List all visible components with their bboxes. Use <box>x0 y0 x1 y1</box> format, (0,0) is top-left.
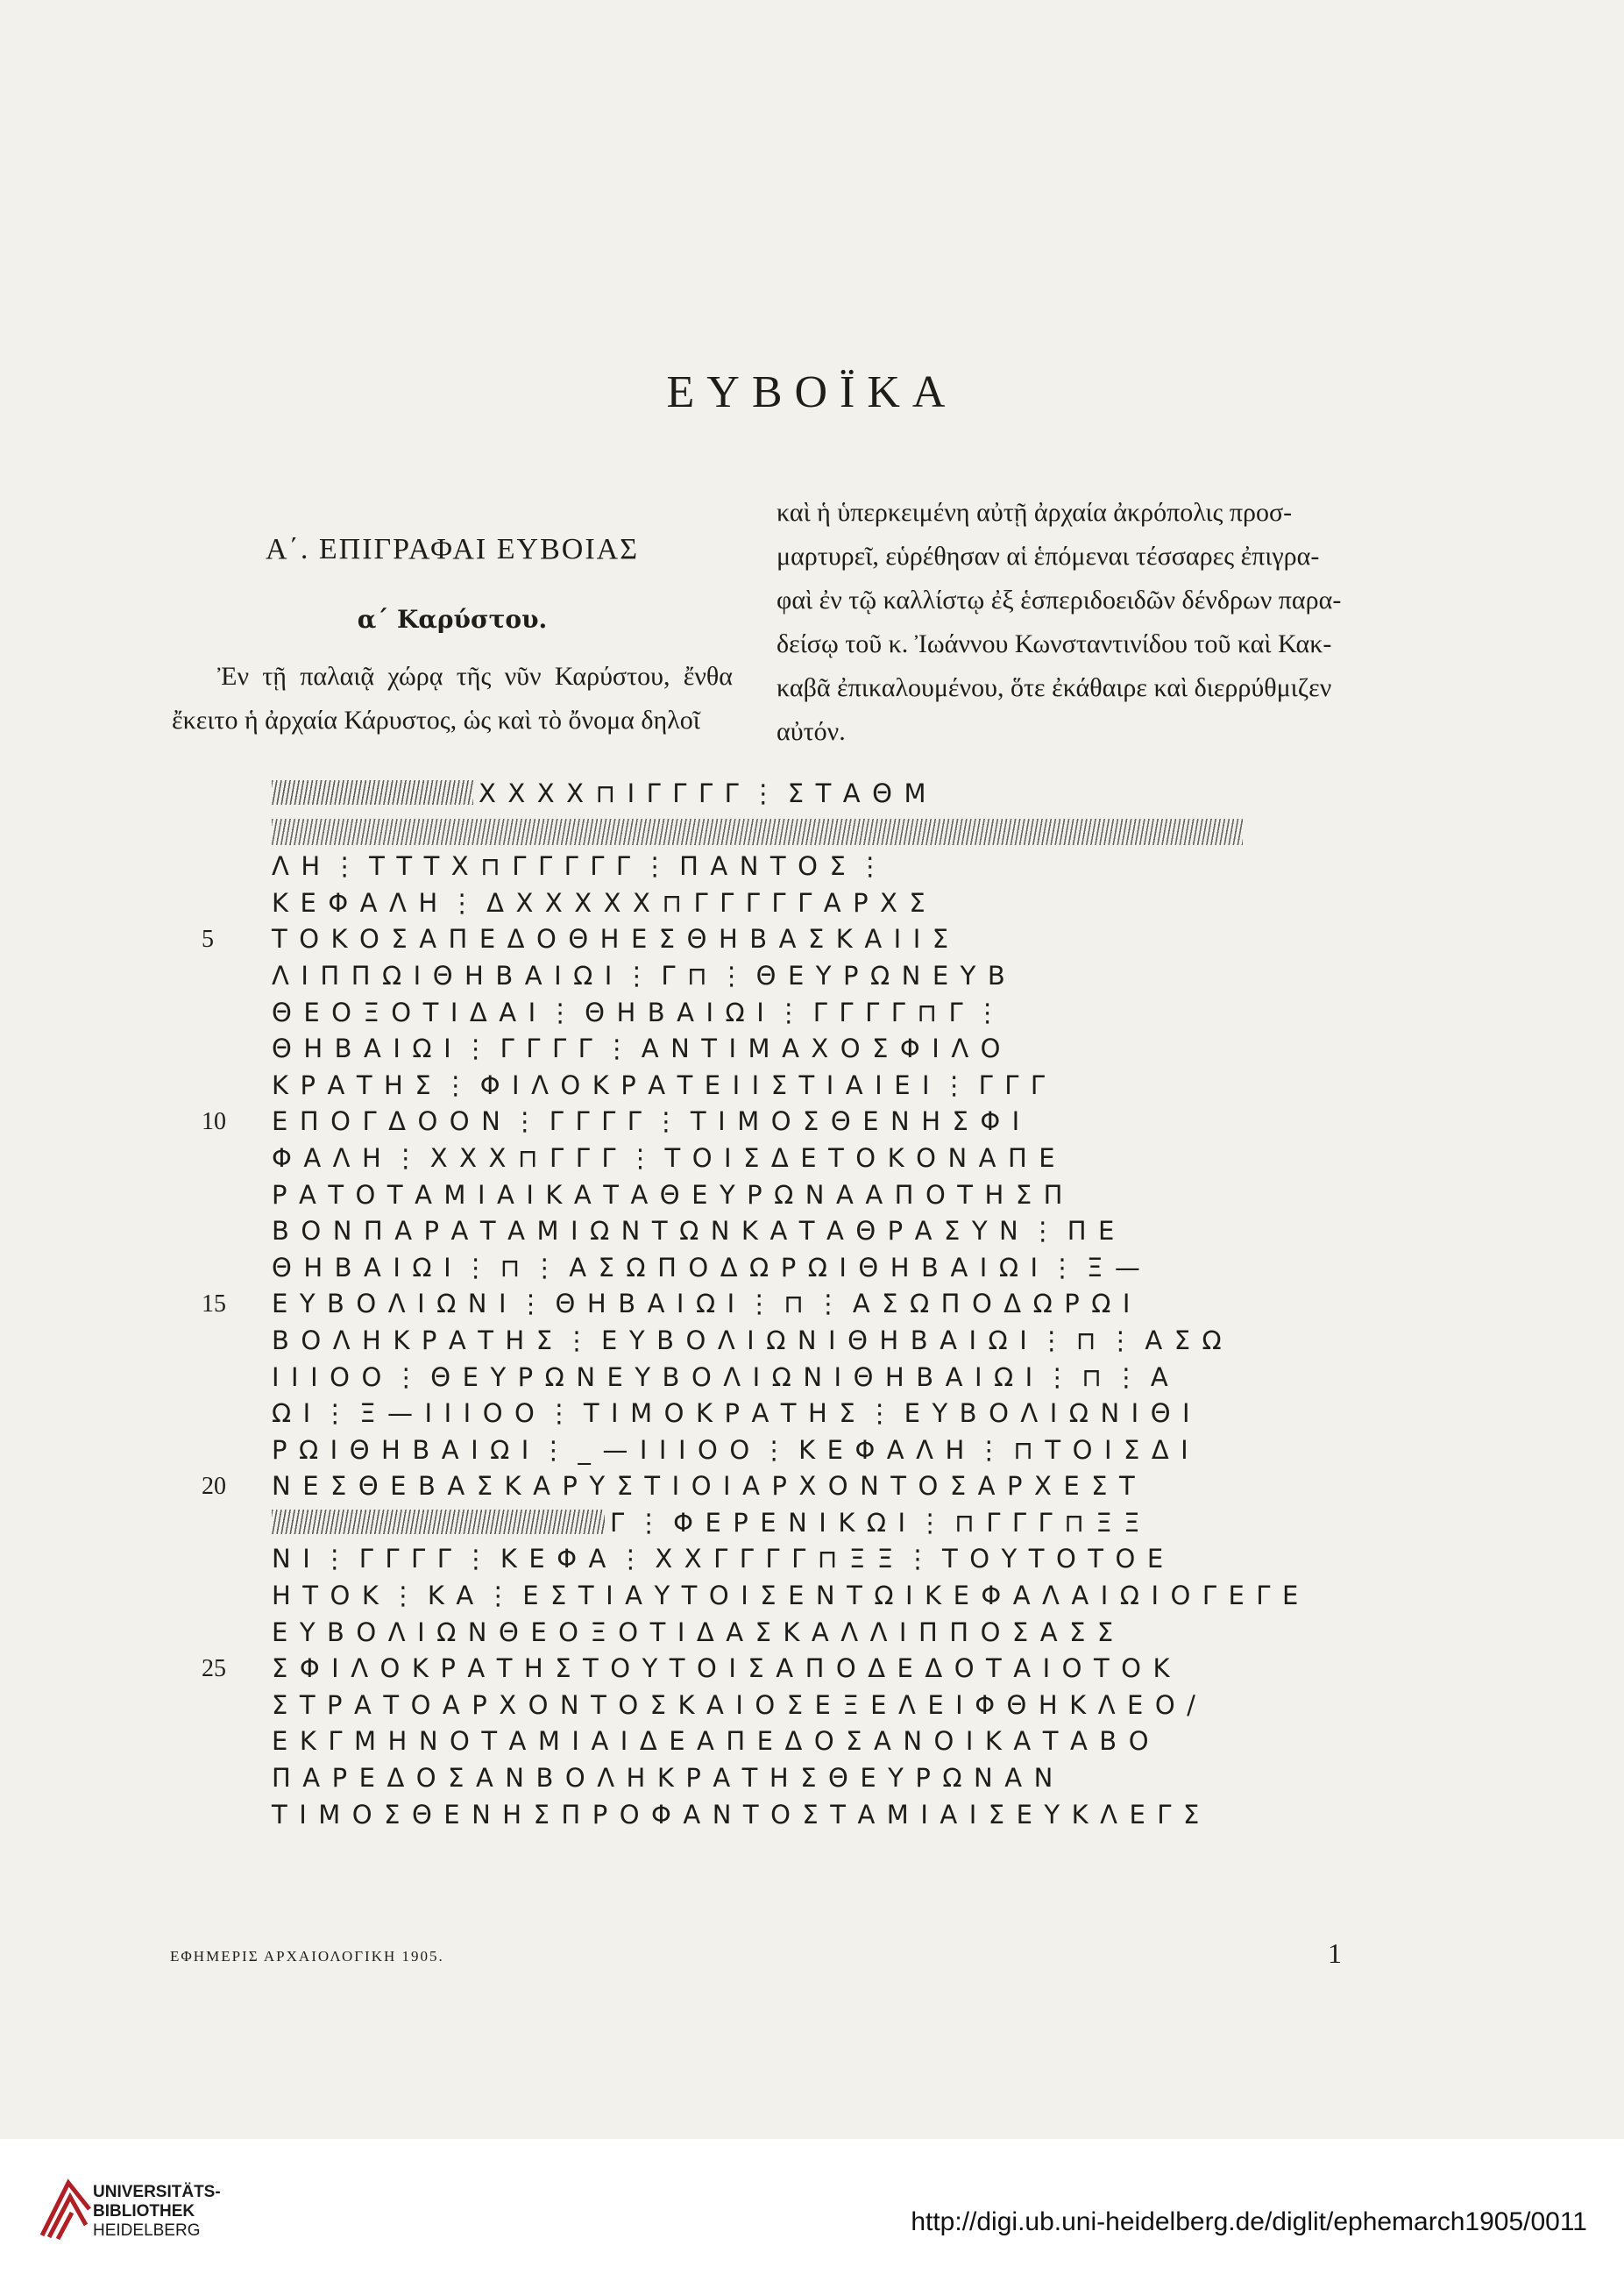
inscription-line <box>202 1798 1288 1835</box>
inscription-line <box>202 1032 1288 1069</box>
inscription-text: ΧΧΧΧ⊓ΙΓΓΓΓ⋮ΣΤΑΘΜ <box>479 778 938 808</box>
inscription-line <box>202 1178 1288 1215</box>
intro-right-line: δείσῳ τοῦ κ. Ἰωάννου Κωνσταντινίδου τοῦ καὶ Κακ- <box>777 629 1332 658</box>
inscription-line <box>202 1579 1310 1616</box>
intro-right-line: αὐτόν. <box>777 717 846 746</box>
inscription-text: Γ⋮ΦΕΡΕΝΙΚΩΙ⋮⊓ΓΓΓ⊓ΞΞ <box>610 1507 1152 1538</box>
inscription-text: ΘΗΒΑΙΩΙ⋮⊓⋮ΑΣΩΠΟΔΩΡΩΙΘΗΒΑΙΩΙ⋮Ξ— <box>272 1252 1152 1283</box>
inscription-text-wrap <box>272 924 961 954</box>
intro-text: Ἐν τῇ παλαιᾷ χώρᾳ τῆς νῦν Καρύστου, ἔνθα ἔκειτο ἡ ἀρχαία Κάρυστος, ὡς καὶ τὸ ὄνομα δηλοῖ <box>172 662 733 735</box>
inscription-text-wrap <box>272 1726 1160 1756</box>
page-number: 1 <box>1328 1937 1342 1969</box>
inscription-line <box>202 814 1288 850</box>
subsection-heading: α΄ Καρύστου. <box>357 605 548 634</box>
inscription-text-wrap <box>272 1325 1233 1355</box>
inscription-line <box>202 1761 1288 1798</box>
library-name <box>93 2183 221 2241</box>
inscription-text-wrap <box>272 1216 1126 1246</box>
inscription-text: ΣΤΡΑΤΟΑΡΧΟΝΤΟΣΚΑΙΟΣΕΞΕΛΕΙΦΘΗΚΛΕΟ/ <box>272 1689 1208 1720</box>
inscription-line <box>202 1433 1288 1470</box>
inscription-text: ΡΩΙΘΗΒΑΙΩΙ⋮_—ΙΙΙΟΟ⋮ΚΕΦΑΛΗ⋮⊓ΤΟΙΣΔΙ <box>272 1434 1201 1465</box>
inscription-text: ΝΙ⋮ΓΓΓΓ⋮ΚΕΦΑ⋮ΧΧΓΓΓΓ⊓ΞΞ⋮ΤΟΥΤΟΤΟΕ <box>272 1544 1175 1574</box>
inscription-text: ΣΦΙΛΟΚΡΑΤΗΣΤΟΥΤΟΙΣΑΠΟΔΕΔΟΤΑΙΟΤΟΚ <box>272 1653 1182 1684</box>
line-number: 5 <box>202 926 214 954</box>
inscription-line <box>202 1105 1288 1141</box>
inscription-line <box>202 1287 1288 1324</box>
inscription-line <box>202 1652 1288 1688</box>
page-title: ΕΥΒΟΪΚΑ <box>666 367 958 417</box>
inscription-line <box>202 922 1288 959</box>
inscription-text: ΝΕΣΘΕΒΑΣΚΑΡΥΣΤΙΟΙΑΡΧΟΝΤΟΣΑΡΧΕΣΤ <box>272 1471 1147 1502</box>
intro-right-line: μαρτυρεῖ, εὑρέθησαν αἱ ἑπόμεναι τέσσαρες ἐπιγρα- <box>777 542 1320 571</box>
inscription-line <box>202 1688 1288 1725</box>
inscription-text-wrap <box>272 1800 1211 1830</box>
inscription-text-wrap <box>272 1070 1057 1100</box>
inscription-line <box>202 1469 1288 1506</box>
inscription-line <box>202 1396 1288 1433</box>
inscription-line <box>202 1361 1288 1397</box>
inscription-text-wrap <box>272 1581 1310 1610</box>
erased-line-hatching <box>272 819 1243 845</box>
source-url-link[interactable]: http://digi.ub.uni-heidelberg.de/diglit/ephemarch1905/0011 <box>911 2207 1587 2236</box>
inscription-line <box>202 1214 1288 1251</box>
left-column <box>172 517 733 743</box>
inscription-line <box>202 959 1288 996</box>
inscription-text-wrap <box>272 1289 1142 1318</box>
inscription-text: ΗΤΟΚ⋮ΚΑ⋮ΕΣΤΙΑΥΤΟΙΣΕΝΤΩΙΚΕΦΑΛΑΙΩΙΟΓΕΓΕ <box>272 1581 1310 1611</box>
inscription-line <box>202 1616 1288 1652</box>
library-name-line2: BIBLIOTHEK <box>93 2202 195 2221</box>
inscription-text-wrap <box>272 1653 1181 1683</box>
library-name-line1: UNIVERSITÄTS- <box>93 2183 221 2201</box>
inscription-text: ΘΕΟΞΟΤΙΔΑΙ⋮ΘΗΒΑΙΩΙ⋮ΓΓΓΓ⊓Γ⋮ <box>272 997 1012 1027</box>
inscription-text-wrap <box>272 961 1017 991</box>
inscription-text-wrap <box>272 1106 1032 1136</box>
inscription-line <box>202 1506 1288 1543</box>
inscription-line <box>202 1724 1288 1761</box>
inscription-text-wrap <box>272 1143 1067 1173</box>
inscription-line <box>202 996 1288 1033</box>
inscription-text-wrap <box>272 851 895 881</box>
inscription-text-wrap <box>272 888 937 918</box>
inscription-text-wrap <box>272 1471 1146 1501</box>
inscription-text: ΡΑΤΟΤΑΜΙΑΙΚΑΤΑΘΕΥΡΩΝΑΑΠΟΤΗΣΠ <box>272 1179 1074 1210</box>
inscription-line <box>202 849 1288 886</box>
inscription-text-wrap <box>272 1362 1180 1392</box>
inscription-line <box>202 1069 1288 1105</box>
line-number: 15 <box>202 1290 226 1318</box>
inscription-text: ΘΗΒΑΙΩΙ⋮ΓΓΓΓ⋮ΑΝΤΙΜΑΧΟΣΦΙΛΟ <box>272 1034 1012 1064</box>
inscription-text: ΕΠΟΓΔΟΟΝ⋮ΓΓΓΓ⋮ΤΙΜΟΣΘΕΝΗΣΦΙ <box>272 1106 1032 1137</box>
line-number: 20 <box>202 1473 226 1501</box>
library-name-line3: HEIDELBERG <box>93 2221 201 2240</box>
inscription-text-wrap <box>272 1690 1207 1720</box>
inscription-text-wrap <box>272 1544 1175 1574</box>
inscription-text: ΒΟΛΗΚΡΑΤΗΣ⋮ΕΥΒΟΛΙΩΝΙΘΗΒΑΙΩΙ⋮⊓⋮ΑΣΩ <box>272 1325 1234 1355</box>
inscription-text: ΕΚΓΜΗΝΟΤΑΜΙΑΙΔΕΑΠΕΔΟΣΑΝΟΙΚΑΤΑΒΟ <box>272 1726 1161 1757</box>
inscription-text: ΤΟΚΟΣΑΠΕΔΟΘΗΕΣΘΗΒΑΣΚΑΙΙΣ <box>272 924 961 955</box>
inscription-text: ΤΙΜΟΣΘΕΝΗΣΠΡΟΦΑΝΤΟΣΤΑΜΙΑΙΣΕΥΚΛΕΓΣ <box>272 1799 1211 1830</box>
inscription-text-wrap <box>272 1763 1065 1793</box>
inscription-text: ΠΑΡΕΔΟΣΑΝΒΟΛΗΚΡΑΤΗΣΘΕΥΡΩΝΑΝ <box>272 1763 1065 1794</box>
inscription-line <box>202 886 1288 923</box>
inscription-line <box>202 1141 1288 1178</box>
inscription-text-wrap <box>272 1253 1152 1283</box>
inscription-text-wrap <box>272 998 1012 1027</box>
inscription-text: ΩΙ⋮Ξ—ΙΙΙΟΟ⋮ΤΙΜΟΚΡΑΤΗΣ⋮ΕΥΒΟΛΙΩΝΙΘΙ <box>272 1398 1202 1429</box>
inscription-text: ΛΗ⋮ΤΤΤΧ⊓ΓΓΓΓΓ⋮ΠΑΝΤΟΣ⋮ <box>272 851 895 882</box>
inscription-text: ΕΥΒΟΛΙΩΝΙ⋮ΘΗΒΑΙΩΙ⋮⊓⋮ΑΣΩΠΟΔΩΡΩΙ <box>272 1289 1142 1319</box>
intro-right-line: καβᾶ ἐπικαλουμένου, ὅτε ἐκάθαιρε καὶ διερρύθμιζεν <box>777 673 1332 702</box>
inscription-text: ΙΙΙΟΟ⋮ΘΕΥΡΩΝΕΥΒΟΛΙΩΝΙΘΗΒΑΙΩΙ⋮⊓⋮Α <box>272 1361 1181 1392</box>
intro-right-line: καὶ ἡ ὑπερκειμένη αὐτῇ ἀρχαία ἀκρόπολις προσ- <box>777 498 1293 527</box>
inscription-text-wrap <box>272 1508 1152 1538</box>
inscription-text: ΦΑΛΗ⋮ΧΧΧ⊓ΓΓΓ⋮ΤΟΙΣΔΕΤΟΚΟΝΑΠΕ <box>272 1142 1067 1173</box>
erasure-hatching <box>272 1510 605 1534</box>
inscription-text-wrap <box>272 1435 1200 1465</box>
inscription-line <box>202 1542 1288 1579</box>
inscription-text-wrap <box>272 1398 1202 1428</box>
intro-paragraph <box>172 655 733 743</box>
inscription-text-wrap <box>272 1180 1074 1210</box>
line-number: 10 <box>202 1108 226 1136</box>
inscription-line <box>202 1251 1288 1288</box>
intro-right-line: φαὶ ἐν τῷ καλλίστῳ ἐξ ἑσπεριδοειδῶν δένδρων παρα- <box>777 586 1342 615</box>
inscription-text-wrap <box>272 1617 1125 1647</box>
footer-journal-title: ΕΦΗΜΕΡΙΣ ΑΡΧΑΙΟΛΟΓΙΚΗ 1905. <box>170 1948 444 1965</box>
library-footer-bar <box>0 2139 1624 2274</box>
erasure-hatching <box>272 780 473 805</box>
inscription-line <box>202 1324 1288 1361</box>
section-heading: Α΄. ΕΠΙΓΡΑΦΑΙ ΕΥΒΟΙΑΣ <box>266 533 639 565</box>
inscription-text: ΚΕΦΑΛΗ⋮ΔΧΧΧΧΧ⊓ΓΓΓΓΓΑΡΧΣ <box>272 887 938 918</box>
inscription-text: ΕΥΒΟΛΙΩΝΘΕΟΞΟΤΙΔΑΣΚΑΛΛΙΠΠΟΣΑΣΣ <box>272 1617 1125 1647</box>
inscription-text-wrap <box>272 1034 1012 1063</box>
inscription-transcription <box>202 777 1310 1834</box>
inscription-text: ΒΟΝΠΑΡΑΤΑΜΙΩΝΤΩΝΚΑΤΑΘΡΑΣΥΝ⋮ΠΕ <box>272 1216 1126 1247</box>
university-library-logo-icon <box>35 2174 102 2244</box>
right-column <box>777 491 1425 754</box>
inscription-text: ΛΙΠΠΩΙΘΗΒΑΙΩΙ⋮Γ⊓⋮ΘΕΥΡΩΝΕΥΒ <box>272 960 1018 991</box>
inscription-text-wrap <box>272 778 938 808</box>
inscription-text: ΚΡΑΤΗΣ⋮ΦΙΛΟΚΡΑΤΕΙΙΣΤΙΑΙΕΙ⋮ΓΓΓ <box>272 1069 1057 1100</box>
inscription-line <box>202 777 1288 814</box>
line-number: 25 <box>202 1655 226 1683</box>
